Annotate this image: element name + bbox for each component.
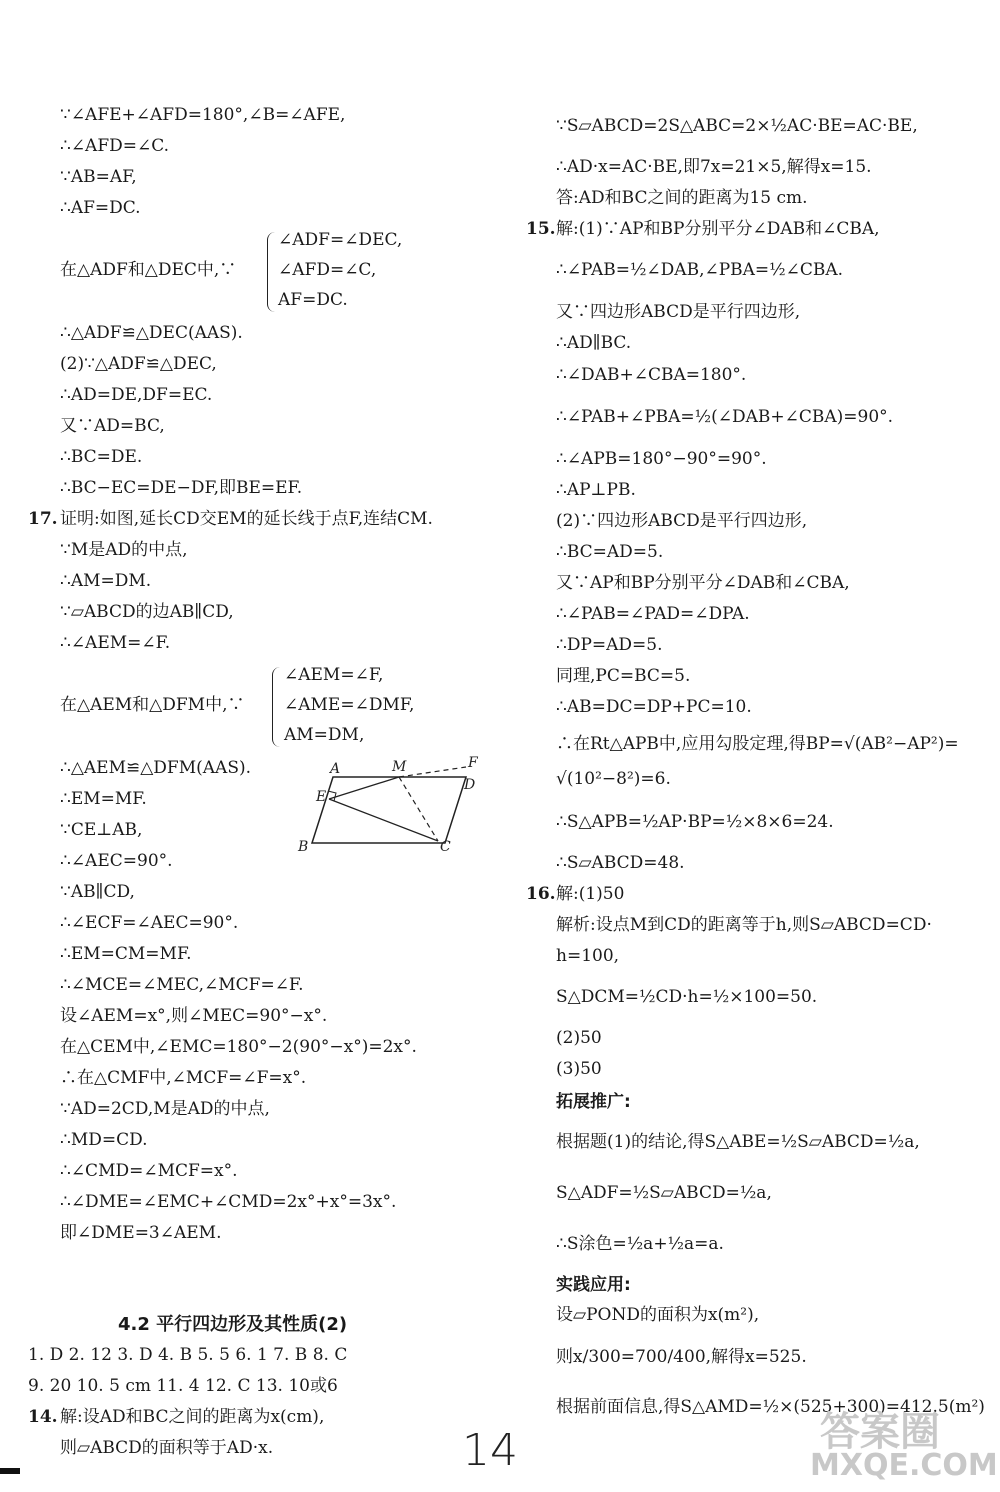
- text-line: ∵AB∥CD,: [60, 882, 135, 902]
- figure-label: C: [440, 839, 451, 855]
- text-line: ∴S△APB=½AP·BP=½×8×6=24.: [556, 812, 834, 832]
- system-line: ∠AFD=∠C,: [278, 260, 377, 280]
- text-line: 解析:设点M到CD的距离等于h,则S▱ABCD=CD·: [556, 915, 932, 935]
- system-line: AF=DC.: [278, 290, 348, 310]
- text-line: (3)50: [556, 1059, 602, 1079]
- answer-row: 1. D 2. 12 3. D 4. B 5. 5 6. 1 7. B 8. C: [28, 1345, 348, 1365]
- system-line: ∠AME=∠DMF,: [284, 695, 415, 715]
- parallelogram-figure: [290, 755, 500, 860]
- text-line: ∴∠AEM=∠F.: [60, 633, 171, 653]
- text-line: 又∵AP和BP分别平分∠DAB和∠CBA,: [556, 573, 850, 593]
- text-line: ∴EM=CM=MF.: [60, 944, 192, 964]
- text-line: ∴△AEM≌△DFM(AAS).: [60, 758, 252, 778]
- text-line: ∵M是AD的中点,: [60, 540, 188, 560]
- text-line: 则▱ABCD的面积等于AD·x.: [60, 1438, 274, 1458]
- figure-label: B: [298, 839, 309, 855]
- text-line: ∵S▱ABCD=2S△ABC=2×½AC·BE=AC·BE,: [556, 116, 918, 136]
- brace: [267, 232, 276, 312]
- figure-label: M: [392, 759, 407, 775]
- figure-label: D: [464, 777, 476, 793]
- text-line: h=100,: [556, 946, 620, 966]
- text-line: ∴∠CMD=∠MCF=x°.: [60, 1161, 238, 1181]
- text-line: ∴∠PAB=½∠DAB,∠PBA=½∠CBA.: [556, 260, 844, 280]
- text-line: 在△CEM中,∠EMC=180°−2(90°−x°)=2x°.: [60, 1037, 417, 1057]
- text-line: (2)∵四边形ABCD是平行四边形,: [556, 511, 808, 531]
- text-line: 证明:如图,延长CD交EM的延长线于点F,连结CM.: [60, 509, 433, 529]
- text-line: ∴∠PAB+∠PBA=½(∠DAB+∠CBA)=90°.: [556, 407, 894, 427]
- text-line: ∴∠AEC=90°.: [60, 851, 173, 871]
- text-line: 设∠AEM=x°,则∠MEC=90°−x°.: [60, 1006, 328, 1026]
- text-line: ∵AB=AF,: [60, 167, 137, 187]
- subsection-title: 实践应用:: [556, 1275, 631, 1295]
- text-line: 解:(1)∵AP和BP分别平分∠DAB和∠CBA,: [556, 219, 880, 239]
- text-line: ∴BC=AD=5.: [556, 542, 664, 562]
- page-number: 14: [462, 1425, 518, 1476]
- scan-edge-mark: [0, 1468, 20, 1474]
- system-line: AM=DM,: [284, 725, 365, 745]
- brace: [272, 667, 281, 747]
- text-line: 则x/300=700/400,解得x=525.: [556, 1347, 807, 1367]
- text-line: 答:AD和BC之间的距离为15 cm.: [556, 188, 808, 208]
- text-line: ∴在△CMF中,∠MCF=∠F=x°.: [60, 1068, 307, 1088]
- text-line: ∴EM=MF.: [60, 789, 147, 809]
- text-line: ∴AD∥BC.: [556, 333, 632, 353]
- system-prefix: 在△AEM和△DFM中,∵: [60, 695, 245, 715]
- text-line: 又∵AD=BC,: [60, 416, 165, 436]
- text-line: ∴BC−EC=DE−DF,即BE=EF.: [60, 478, 303, 498]
- problem-number: 14.: [28, 1407, 58, 1427]
- text-line: S△ADF=½S▱ABCD=½a,: [556, 1183, 772, 1203]
- text-line: 解:设AD和BC之间的距离为x(cm),: [60, 1407, 325, 1427]
- watermark-logo: 答案圈: [820, 1409, 940, 1455]
- text-line: ∴∠MCE=∠MEC,∠MCF=∠F.: [60, 975, 304, 995]
- text-line: 根据题(1)的结论,得S△ABE=½S▱ABCD=½a,: [556, 1132, 920, 1152]
- text-line: ∵▱ABCD的边AB∥CD,: [60, 602, 234, 622]
- text-line: (2)50: [556, 1028, 602, 1048]
- text-line: ∴△ADF≌△DEC(AAS).: [60, 323, 243, 343]
- figure-label: A: [330, 761, 341, 777]
- text-line: ∴AM=DM.: [60, 571, 152, 591]
- text-line: ∴S▱ABCD=48.: [556, 853, 685, 873]
- text-line: S△DCM=½CD·h=½×100=50.: [556, 987, 818, 1007]
- text-line: ∴∠DME=∠EMC+∠CMD=2x°+x°=3x°.: [60, 1192, 397, 1212]
- problem-number: 15.: [526, 219, 556, 239]
- text-line: ∴AP⊥PB.: [556, 480, 636, 500]
- system-line: ∠ADF=∠DEC,: [278, 230, 403, 250]
- text-line: ∵∠AFE+∠AFD=180°,∠B=∠AFE,: [60, 105, 346, 125]
- text-line: 解:(1)50: [556, 884, 625, 904]
- text-line: ∴AD·x=AC·BE,即7x=21×5,解得x=15.: [556, 157, 872, 177]
- text-line: 又∵四边形ABCD是平行四边形,: [556, 302, 801, 322]
- system-prefix: 在△ADF和△DEC中,∵: [60, 260, 237, 280]
- text-line: ∴∠APB=180°−90°=90°.: [556, 449, 767, 469]
- text-line: ∴∠ECF=∠AEC=90°.: [60, 913, 239, 933]
- text-line: (2)∵△ADF≌△DEC,: [60, 354, 217, 374]
- figure-label: F: [468, 755, 478, 771]
- text-line: ∴∠PAB=∠PAD=∠DPA.: [556, 604, 750, 624]
- text-line: ∴AB=DC=DP+PC=10.: [556, 697, 752, 717]
- text-line: ∴在Rt△APB中,应用勾股定理,得BP=√(AB²−AP²)=: [556, 734, 959, 754]
- text-line: ∴AD=DE,DF=EC.: [60, 385, 213, 405]
- text-line: ∴DP=AD=5.: [556, 635, 663, 655]
- text-line: ∵CE⊥AB,: [60, 820, 143, 840]
- text-line: ∴∠DAB+∠CBA=180°.: [556, 365, 747, 385]
- text-line: ∴BC=DE.: [60, 447, 143, 467]
- problem-number: 16.: [526, 884, 556, 904]
- text-line: 同理,PC=BC=5.: [556, 666, 691, 686]
- text-line: ∵AD=2CD,M是AD的中点,: [60, 1099, 270, 1119]
- text-line: ∴AF=DC.: [60, 198, 141, 218]
- section-title: 4.2 平行四边形及其性质(2): [118, 1314, 348, 1335]
- subsection-title: 拓展推广:: [556, 1092, 631, 1112]
- text-line: 设▱POND的面积为x(m²),: [556, 1305, 760, 1325]
- answer-row: 9. 20 10. 5 cm 11. 4 12. C 13. 10或6: [28, 1376, 338, 1396]
- text-line: ∴∠AFD=∠C.: [60, 136, 170, 156]
- text-line: 根据前面信息,得S△AMD=½×(525+300)=412.5(m²): [556, 1397, 985, 1417]
- system-line: ∠AEM=∠F,: [284, 665, 384, 685]
- text-line: ∴MD=CD.: [60, 1130, 148, 1150]
- watermark-url: MXQE.COM: [810, 1448, 998, 1483]
- problem-number: 17.: [28, 509, 58, 529]
- figure-label: E: [316, 789, 327, 805]
- text-line: 即∠DME=3∠AEM.: [60, 1223, 222, 1243]
- text-line: √(10²−8²)=6.: [556, 769, 671, 789]
- text-line: ∴S涂色=½a+½a=a.: [556, 1234, 724, 1254]
